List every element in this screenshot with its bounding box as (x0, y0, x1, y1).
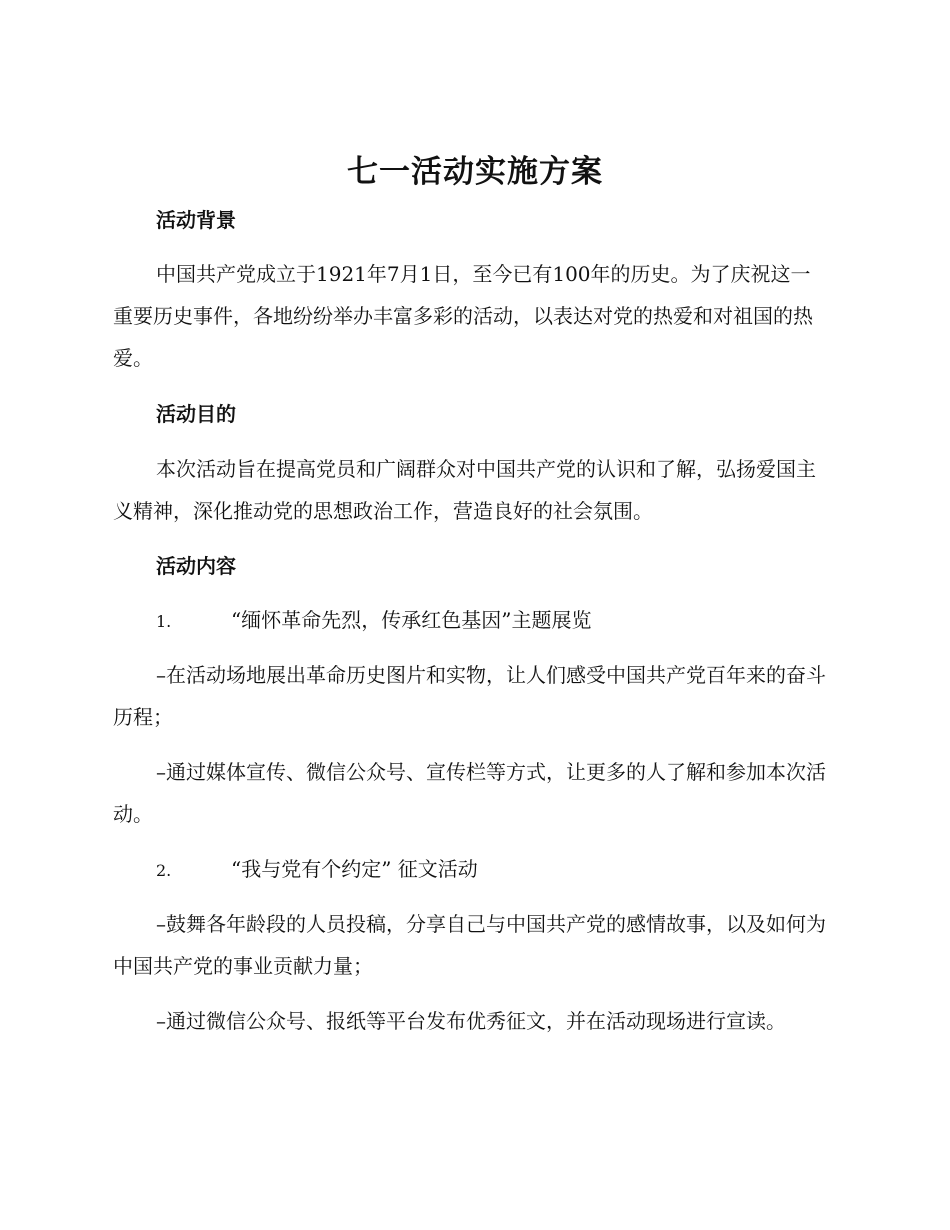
purpose-paragraph: 本次活动旨在提高党员和广阔群众对中国共产党的认识和了解，弘扬爱国主义精神，深化推动党的思想政治工作，营造良好的社会氛围。 (113, 457, 816, 523)
section-heading-purpose: 活动目的 (156, 402, 236, 426)
content-item-2-point-2: –通过微信公众号、报纸等平台发布优秀征文，并在活动现场进行宣读。 (156, 1009, 786, 1033)
content-item-1 (156, 605, 591, 637)
content-item-1-number: 1. (156, 612, 172, 631)
content-item-2-title: “我与党有个约定” 征文活动 (231, 857, 478, 881)
background-paragraph: 中国共产党成立于1921年7月1日，至今已有100年的历史。为了庆祝这一重要历史事件，各地纷纷举办丰富多彩的活动，以表达对党的热爱和对祖国的热爱。 (113, 262, 813, 370)
content-item-1-point-2: –通过媒体宣传、微信公众号、宣传栏等方式，让更多的人了解和参加本次活动。 (113, 760, 826, 826)
content-item-2 (156, 854, 478, 886)
content-item-1-point-1: –在活动场地展出革命历史图片和实物，让人们感受中国共产党百年来的奋斗历程； (113, 663, 826, 729)
content-item-2-number: 2. (156, 861, 172, 880)
document-title: 七一活动实施方案 (347, 154, 603, 190)
section-heading-content: 活动内容 (156, 554, 236, 578)
section-heading-background: 活动背景 (156, 208, 236, 232)
content-item-2-point-1: –鼓舞各年龄段的人员投稿，分享自己与中国共产党的感情故事，以及如何为中国共产党的事业贡献力量； (113, 912, 826, 978)
content-item-1-title: “缅怀革命先烈，传承红色基因”主题展览 (231, 608, 592, 632)
